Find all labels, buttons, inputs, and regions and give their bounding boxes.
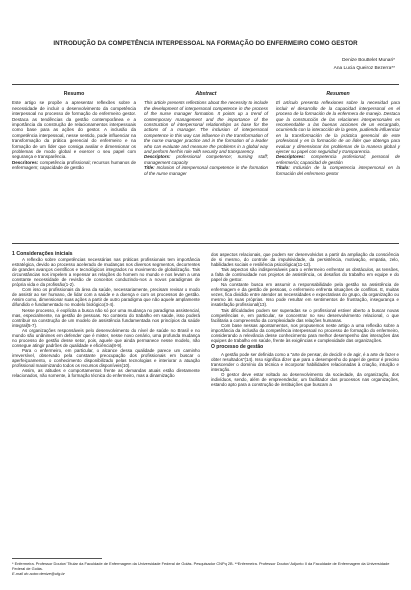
keywords-text: professional competence; nursing staff; management capacity xyxy=(144,154,268,165)
translated-title-text: Inclusion of interpersonal competence in the formation of the nurse manager xyxy=(144,165,268,176)
abstract-english xyxy=(144,92,268,176)
abstract-text: Este artigo se propõe a apresentar reflexões sobre a necessidade de incluir o desenvolvimento da competência interpessoal no processo de formação do enfermeiro gestor. Destaca as tendências da gestão contemporânea e a importância da construção de relacionamentos interpessoais como base para as ações do gestor. A inclusão da competência interpessoal, nesse sentido, pode influenciar na transformação da prática gerencial do enfermeiro e na formação de um líder que consiga avaliar e dimensionar os problemas de modo global e exercer o seu papel com segurança e transparência. xyxy=(12,100,136,160)
keywords-label: Descriptors: xyxy=(144,154,171,160)
body-paragraph: Assim, as atitudes e comportamentos frente as demandas atuais estão diretamente relacionados, não somente, à formação técnica do enfermeiro, mas a dinamização xyxy=(12,368,200,379)
abstract-text: El artículo presenta reflexiones sobre la necesidad para incluir el desarrollo de la capacidad interpersonal en el proceso de la formación de la enfermera de manejo. Destaca que la construcción de las relaciones interpersonales es recomendable a las buenas acciones de un encargado, ocurriendo con la interacción de la gente, pudiendo influenciar en la transformación de la práctica gerencial de este profesional y en la formación de un líder que obtenga para evaluar y dimensionar los problemas de la manera global y ejercer su papel con seguridad y transparencia. xyxy=(276,100,400,155)
abstract-divider xyxy=(12,243,399,244)
body-paragraph: Para o enfermeiro, em particular, o alcance dessa qualidade parece um caminho irreversível, observado pela constante preocupação dos profissionais em buscar o aperfeiçoamento, o conhecimento disponibilizado pelas tecnologias e interiorar a atuação profissional maximizando todos os recursos disponíveis(10). xyxy=(12,347,200,369)
footnote-text: * Enfermeira. Professor Doutor/ Titular da Faculdade de Enfermagem da Universidade Federal de Goiás. Pesquisador CNPq 2B. **Enfermeira. Professor Doutor/ Adjunto II da Faculdade de Enfermagem da Universidade Federal de Goiás. xyxy=(12,561,390,571)
body-paragraph: dos aspectos relacionais, que podem ser desenvolvidos a partir da ampliação da consciência de si mesmo, do controle da impulsividade, da persistência, motivação, empatia, zelo, habilidades sociais e resiliência psicológica(11-12). xyxy=(211,252,399,268)
subsection-heading: O processo de gestão xyxy=(211,343,264,350)
footnote xyxy=(12,558,399,576)
body-paragraph: As organizações responsáveis pelo desenvolvimento do nível de saúde no Brasil e no mundo são unânimes em defender que é mister, nesse novo cenário, uma profunda mudança no processo de gestão desse setor, pois, aquele que ainda permanece nesse modelo, não consegue atingir padrões de qualidade e eficiência(8-9). xyxy=(12,327,200,348)
header-divider xyxy=(12,84,399,85)
body-paragraph: Na constante busca em assumir a responsabilidade pela gestão na assistência de enfermagem e da gestão de pessoas, o enfermeiro enfrenta situações de conflitos. E, muitas vezes, fica dividido entre atender as necessidades e expectativas do grupo, da organização ou mesmo às suas próprias. Isso pode resultar em sentimentos de frustração, insegurança e insatisfação profissional(13). xyxy=(211,282,399,308)
translated-title-text: Inclusión de la competencia interpersonal en la formación del enfermero gestor xyxy=(276,165,400,176)
body-paragraph: Tais dificuldades podem ser superadas se o profissional estiver aberto a buscar novas competências e, em particular, se concentrar no seu desenvolvimento relacional, o que facilitaria a compreensão da complexidade das relações humanas. xyxy=(211,307,399,323)
keywords-label: Descriptores: xyxy=(276,154,306,160)
body-paragraph: Com base nessas apontamentos, nos propusemos neste artigo a uma reflexão sobre a importância da inclusão da competência interpessoal no processo de formação do enfermeiro, considerando a relevância desse conhecimento para melhor desempenho das interações das equipes de trabalho em saúde, frente às exigências e complexidade das organizações. xyxy=(211,322,399,343)
translated-title-label: Título: xyxy=(276,165,290,171)
abstract-heading: Abstract xyxy=(195,91,217,97)
abstract-heading: Resumo xyxy=(63,91,85,97)
author-email: E-mail do autor:denize@ufg.br xyxy=(12,571,65,576)
body-paragraph: Com isso os profissionais da área da saúde, necessariamente, precisam revisar o modo de assistir ao ser humano, de lidar com a saúde e a doença e com os processos de gestão. Assim como, dimensionar suas ações a partir de outro paradigma que não aquele amplamente difundido e fundamentado no modelo biológico(3-4). xyxy=(12,287,200,308)
abstract-spanish xyxy=(276,92,400,176)
keywords-label: Descritores: xyxy=(12,159,39,165)
body-paragraph: O gestor deve estar voltado ao desenvolvimento da sociedade, da organização, dos indivíduos, sendo, além de empreendedor, um facilitador dos processos nas organizações, estando apto para a construção de instituições que buscam a xyxy=(211,372,399,388)
body-paragraph: A reflexão sobre competências necessárias nas práticas profissionais tem importância estratégica, devido ao processo acelerado de mudanças nos diversos segmentos, decorrentes de grandes avanços científicos e tecnológicos integrados no movimento de globalização. Tais circunstâncias nos impelem a repensar as relações do homem no mundo e nos levam a uma constante necessidade de revisão de conceitos conduzindo-nos a novos paradigmas de própria vida e da profissão(1-2). xyxy=(12,257,200,288)
body-paragraph: A gestão pode ser definida como a "arte de pensar, de decidir e de agir, é a arte de fazer e obter resultados"(14). Isso significa dizer que para o desempenho do papel de gestor é preciso transcender o domínio da técnica e incorporar habilidades relacionadas à criação, intuição e interação. xyxy=(211,351,399,373)
author-name: Ana Lucia Queiroz Bezerra** xyxy=(333,65,395,71)
translated-title-label: Title: xyxy=(144,165,155,171)
body-paragraph: Nesse processo, é explícita a busca não só por uma mudança no paradigma assistencial, mas, especialmente, na gestão de pessoas. No contexto do trabalho em saúde, isso poderá contribuir na construção de um modelo de assistência fundamentada nos princípios da saúde integral(5-7). xyxy=(12,307,200,328)
keywords-text: competência profissional; recursos humanos de enfermagem; capacidade de gestão xyxy=(12,159,136,171)
author-name: Denize Bouttelet Munari* xyxy=(341,58,395,63)
body-column-right xyxy=(211,252,399,387)
abstract-portuguese xyxy=(12,92,136,171)
keywords-text: competencia profesional; personal de enfermería; capacidad de gestión xyxy=(276,154,400,165)
body-column-left xyxy=(12,252,200,378)
abstract-text: This article presents reflections about the necessity to include the development of interpersonal competence in the process of the nurse manager formation. It points up a trend of contemporary management and the importance of the construction of interpersonal relationships as base for the actions of a manager. The inclusion of interpersonal competence in this way can influence in the transformation of the nurse manager practice and in the formation of a leader who can evaluate and measure the problems in a global way and perform her/his role with security and transparency. xyxy=(144,100,268,155)
author-list xyxy=(334,57,395,72)
abstract-heading: Resumen xyxy=(326,91,350,97)
section-heading: 1 Considerações iniciais xyxy=(12,251,73,257)
body-paragraph: Tais aspectos são indispensáveis para o enfermeiro enfrentar os obstáculos, as tensões, a falta de continuidade nos projetos de assistência, os desafios do trabalho em equipe e do papel de gestor. xyxy=(211,267,399,283)
article-title: INTRODUÇÃO DA COMPETÊNCIA INTERPESSOAL NA FORMAÇÃO DO ENFERMEIRO COMO GESTOR xyxy=(53,40,358,47)
footnote-rule xyxy=(12,558,102,559)
